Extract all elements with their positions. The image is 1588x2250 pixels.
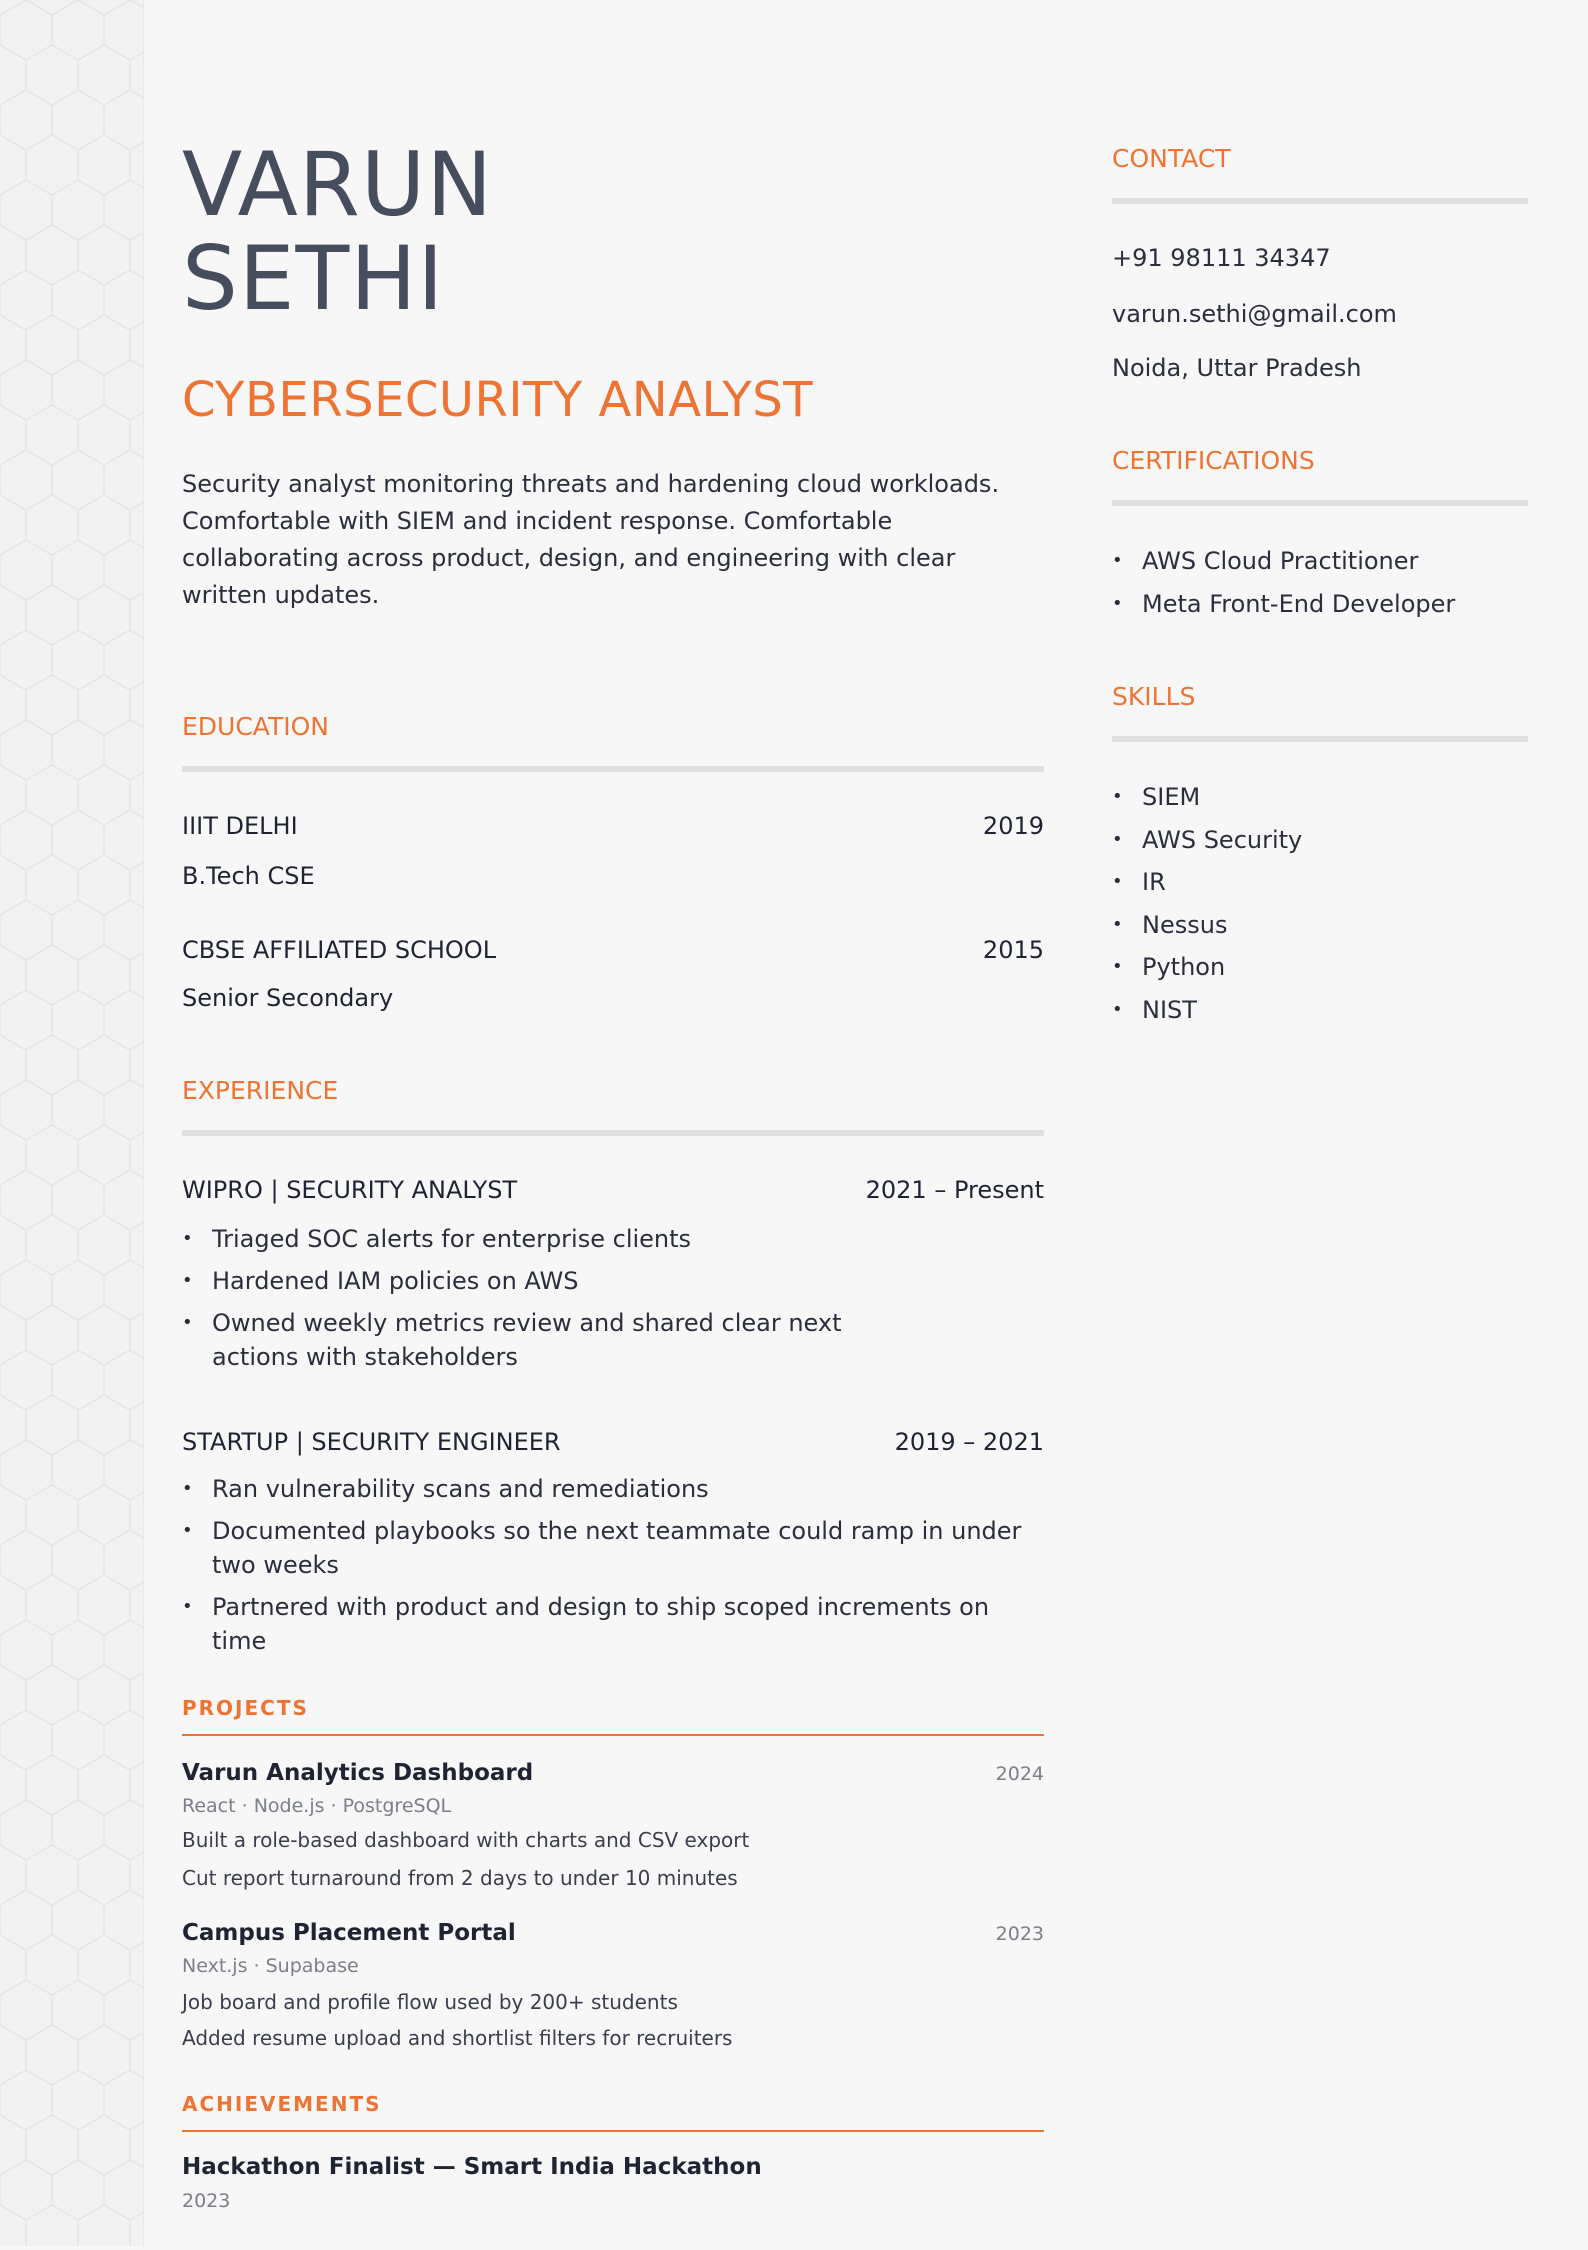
education-entry-head	[182, 936, 1044, 964]
contact-title: CONTACT	[1112, 144, 1231, 173]
project-line: Added resume upload and shortlist filters for recruiters	[182, 2026, 733, 2050]
skills-divider	[1112, 736, 1528, 742]
project-year: 2023	[995, 1923, 1044, 1945]
certifications-title: CERTIFICATIONS	[1112, 446, 1315, 475]
list-item: • SIEM	[1112, 776, 1528, 819]
achievements-divider	[182, 2130, 1044, 2132]
school-name: IIIT DELHI	[182, 812, 298, 840]
list-item: • NIST	[1112, 989, 1528, 1032]
job-bullets	[182, 1472, 1042, 1658]
project-head	[182, 1760, 1044, 1786]
project-head	[182, 1920, 1044, 1946]
list-item: • Owned weekly metrics review and shared clear next actions with stakeholders	[182, 1306, 922, 1374]
certifications-list	[1112, 540, 1528, 625]
project-name: Campus Placement Portal	[182, 1920, 516, 1946]
achievements-title: ACHIEVEMENTS	[182, 2092, 382, 2116]
project-line: Job board and profile flow used by 200+ students	[182, 1990, 678, 2014]
education-entry-head	[182, 812, 1044, 840]
skills-list	[1112, 776, 1528, 1031]
list-item: • Nessus	[1112, 904, 1528, 947]
list-item: • Triaged SOC alerts for enterprise clients	[182, 1222, 922, 1256]
project-tech: React · Node.js · PostgreSQL	[182, 1795, 452, 1817]
contact-phone: +91 98111 34347	[1112, 244, 1331, 272]
education-year: 2015	[982, 936, 1044, 964]
list-item: • Documented playbooks so the next teammate could ramp in under two weeks	[182, 1514, 1042, 1582]
list-item: • AWS Cloud Practitioner	[1112, 540, 1528, 583]
candidate-name	[182, 133, 494, 330]
list-item: • IR	[1112, 861, 1528, 904]
degree: Senior Secondary	[182, 984, 394, 1012]
experience-title: EXPERIENCE	[182, 1076, 339, 1105]
certifications-divider	[1112, 500, 1528, 506]
project-name: Varun Analytics Dashboard	[182, 1760, 534, 1786]
achievement-year: 2023	[182, 2190, 231, 2212]
job-bullets	[182, 1222, 922, 1374]
job-heading: WIPRO | SECURITY ANALYST	[182, 1176, 518, 1204]
project-line: Built a role-based dashboard with charts and CSV export	[182, 1828, 750, 1852]
job-dates: 2021 – Present	[865, 1176, 1044, 1204]
list-item: • AWS Security	[1112, 819, 1528, 862]
job-dates: 2019 – 2021	[894, 1428, 1044, 1456]
achievement-head	[182, 2154, 1044, 2180]
degree: B.Tech CSE	[182, 862, 315, 890]
contact-location: Noida, Uttar Pradesh	[1112, 354, 1362, 382]
list-item: • Ran vulnerability scans and remediations	[182, 1472, 1042, 1506]
skills-title: SKILLS	[1112, 682, 1196, 711]
project-year: 2024	[995, 1763, 1044, 1785]
first-name: VARUN	[182, 133, 494, 236]
hexagon-pattern	[0, 0, 143, 2246]
summary: Security analyst monitoring threats and hardening cloud workloads. Comfortable with SIEM and incident response. Comfortable collaborating across product, design, and engineering with clear written updates.	[182, 470, 1000, 609]
list-item: • Partnered with product and design to ship scoped increments on time	[182, 1590, 1042, 1658]
list-item: • Meta Front-End Developer	[1112, 583, 1528, 626]
achievement-name: Hackathon Finalist — Smart India Hackathon	[182, 2154, 762, 2180]
experience-entry-head	[182, 1176, 1044, 1204]
projects-title: PROJECTS	[182, 1696, 309, 1720]
school-name: CBSE AFFILIATED SCHOOL	[182, 936, 497, 964]
education-title: EDUCATION	[182, 712, 329, 741]
last-name: SETHI	[182, 227, 445, 330]
education-year: 2019	[982, 812, 1044, 840]
education-divider	[182, 766, 1044, 772]
contact-divider	[1112, 198, 1528, 204]
project-tech: Next.js · Supabase	[182, 1955, 359, 1977]
job-title: CYBERSECURITY ANALYST	[182, 372, 814, 428]
project-line: Cut report turnaround from 2 days to under 10 minutes	[182, 1866, 738, 1890]
hexagon-pattern-strip	[0, 0, 144, 2246]
experience-entry-head	[182, 1428, 1044, 1456]
projects-divider	[182, 1734, 1044, 1736]
list-item: • Hardened IAM policies on AWS	[182, 1264, 922, 1298]
job-heading: STARTUP | SECURITY ENGINEER	[182, 1428, 561, 1456]
list-item: • Python	[1112, 946, 1528, 989]
contact-email: varun.sethi@gmail.com	[1112, 300, 1397, 328]
experience-divider	[182, 1130, 1044, 1136]
